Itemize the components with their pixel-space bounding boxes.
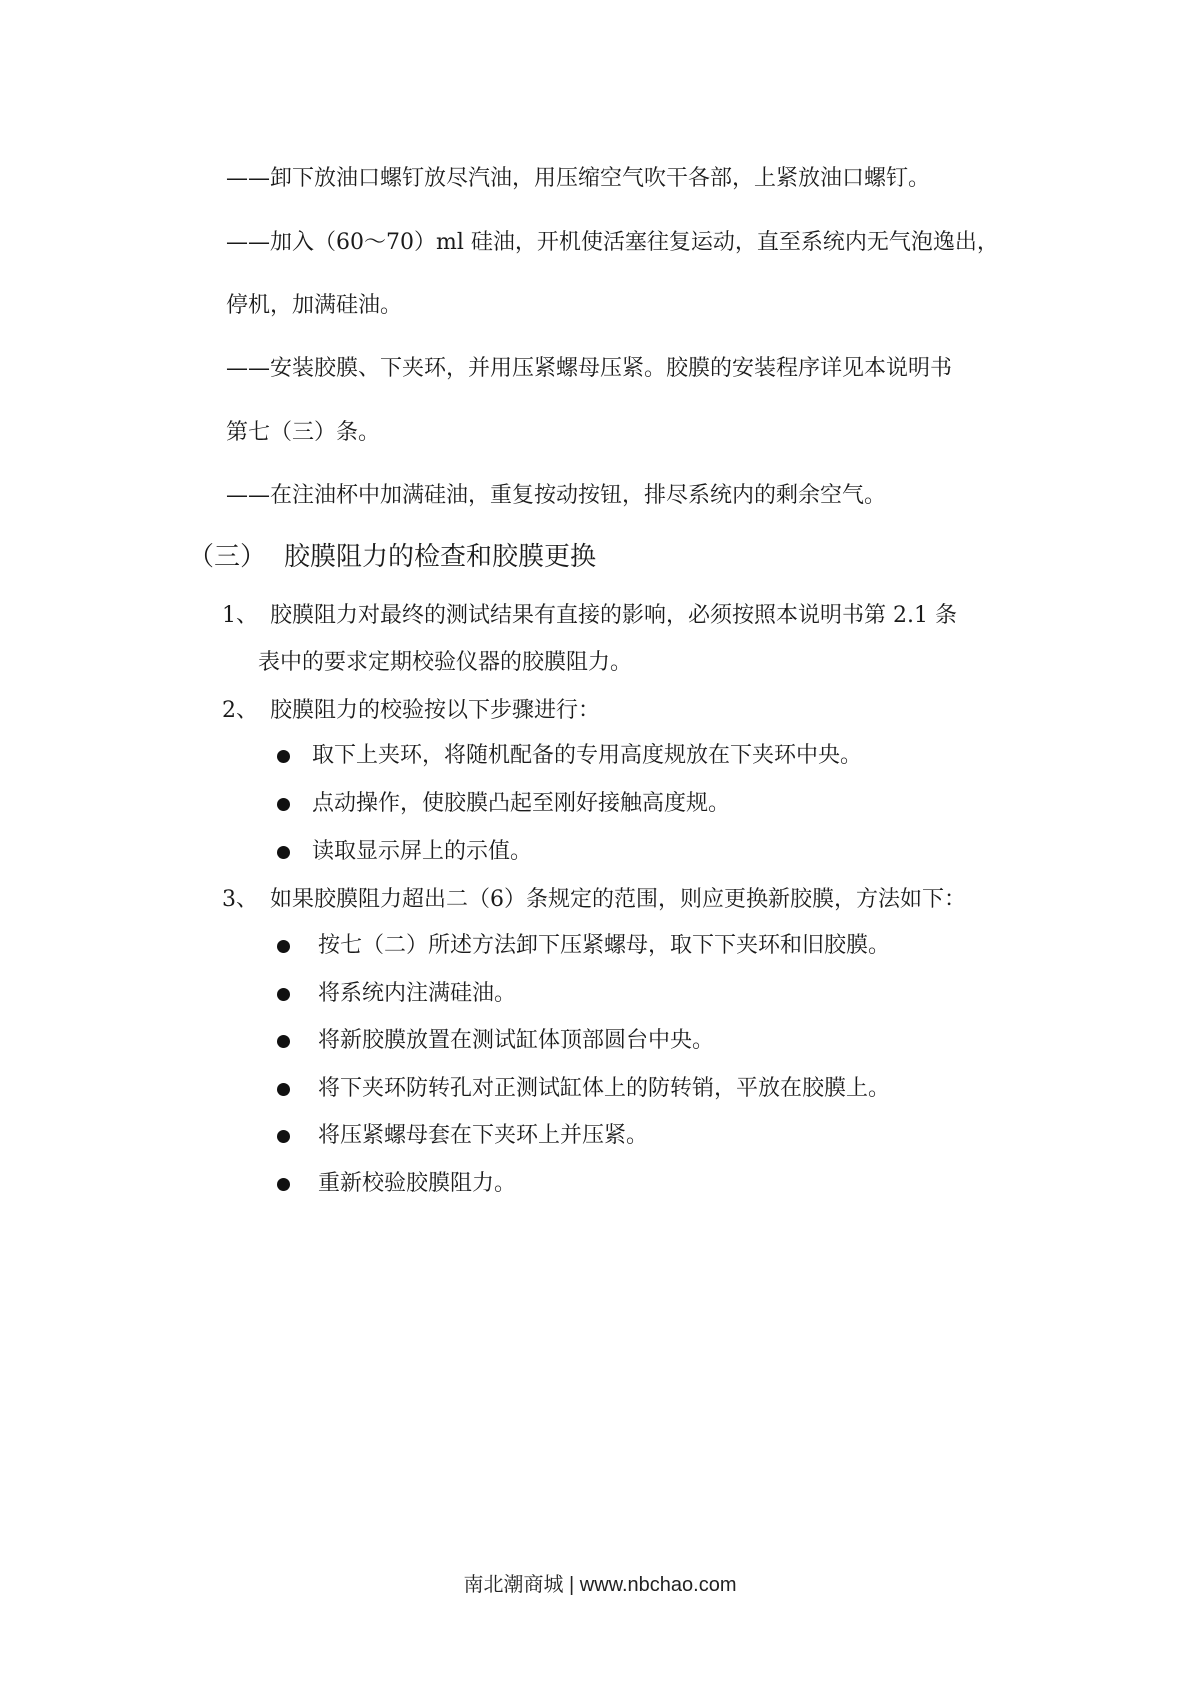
step-line: 第七（三）条。: [226, 420, 381, 445]
section-number: （三）: [188, 542, 267, 572]
footer-source: 南北潮商城 | www.nbchao.com: [463, 1574, 737, 1596]
bullet-icon: [277, 988, 290, 1001]
bullet-icon: [277, 846, 290, 859]
item-number: 2、: [222, 698, 258, 723]
item-number: 1、: [222, 603, 258, 628]
bullet-item: 重新校验胶膜阻力。: [318, 1171, 517, 1196]
bullet-icon: [277, 798, 290, 811]
bullet-item: 取下上夹环，将随机配备的专用高度规放在下夹环中央。: [312, 743, 863, 768]
bullet-icon: [277, 1130, 290, 1143]
bullet-icon: [277, 750, 290, 763]
bullet-item: 读取显示屏上的示值。: [312, 839, 533, 864]
bullet-icon: [277, 940, 290, 953]
item-text: 胶膜阻力对最终的测试结果有直接的影响，必须按照本说明书第 2.1 条: [270, 603, 957, 628]
bullet-item: 将压紧螺母套在下夹环上并压紧。: [318, 1123, 649, 1148]
step-line: 停机，加满硅油。: [226, 293, 403, 318]
bullet-item: 将系统内注满硅油。: [318, 981, 517, 1006]
step-line: ——加入（60～70）ml 硅油，开机使活塞往复运动，直至系统内无气泡逸出，: [226, 230, 999, 255]
bullet-item: 点动操作，使胶膜凸起至刚好接触高度规。: [312, 791, 731, 816]
bullet-icon: [277, 1035, 290, 1048]
step-line: ——卸下放油口螺钉放尽汽油，用压缩空气吹干各部，上紧放油口螺钉。: [226, 166, 931, 191]
item-number: 3、: [222, 887, 258, 912]
step-line: ——安装胶膜、下夹环，并用压紧螺母压紧。胶膜的安装程序详见本说明书: [226, 356, 953, 381]
bullet-item: 按七（二）所述方法卸下压紧螺母，取下下夹环和旧胶膜。: [318, 933, 891, 958]
bullet-icon: [277, 1178, 290, 1191]
item-text: 胶膜阻力的校验按以下步骤进行：: [270, 698, 601, 723]
step-line: ——在注油杯中加满硅油，重复按动按钮，排尽系统内的剩余空气。: [226, 483, 887, 508]
bullet-item: 将新胶膜放置在测试缸体顶部圆台中央。: [318, 1028, 715, 1053]
bullet-item: 将下夹环防转孔对正测试缸体上的防转销，平放在胶膜上。: [318, 1076, 891, 1101]
item-text: 表中的要求定期校验仪器的胶膜阻力。: [258, 650, 633, 675]
bullet-icon: [277, 1083, 290, 1096]
item-text: 如果胶膜阻力超出二（6）条规定的范围，则应更换新胶膜，方法如下：: [270, 887, 966, 912]
section-title: 胶膜阻力的检查和胶膜更换: [284, 542, 597, 572]
